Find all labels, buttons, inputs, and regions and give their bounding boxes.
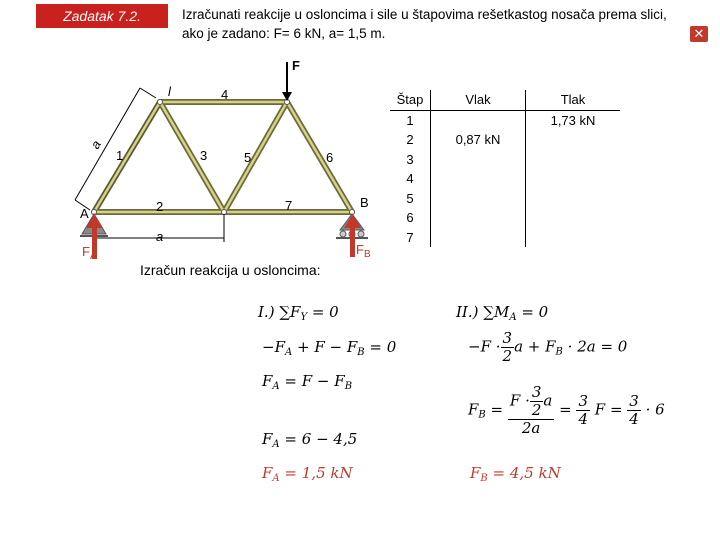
equation-moment-expanded: −F · $\frac{3}{2}$ $a + F_B \cdot 2a = 0$ (468, 329, 628, 365)
task-statement-line-2: ako je zadano: F= 6 kN, a= 1,5 m. (182, 26, 386, 41)
dimension-label-slant: a (87, 137, 104, 152)
table-cell-vlak (431, 150, 526, 170)
truss-members (94, 102, 352, 212)
reaction-A-label: $F_A$ (82, 244, 97, 262)
table-cell-stap: 1 (390, 110, 431, 130)
table-row (390, 169, 620, 189)
equation-fy-expanded: $-F_A + F - F_B = 0$ (262, 338, 397, 358)
table-cell-tlak (526, 208, 621, 228)
table-header-vlak: Vlak (431, 90, 526, 110)
table-cell-stap: 3 (390, 150, 431, 170)
task-statement-line-1: Izračunati reakcije u osloncima i sile u štapovima rešetkastog nosača prema slici, (182, 7, 667, 22)
table-row (390, 110, 620, 130)
table-row (390, 130, 620, 150)
support-A-label: A (80, 206, 89, 221)
member-force-table (390, 90, 620, 247)
reactions-subtitle: Izračun reakcija u osloncima: (140, 262, 321, 278)
table-cell-stap: 4 (390, 169, 431, 189)
table-cell-vlak (431, 169, 526, 189)
table-cell-stap: 2 (390, 130, 431, 150)
equation-sum-ma: II.) $\sum M_A = 0$ (456, 303, 549, 323)
member-label-1: 1 (116, 148, 124, 163)
support-B-label: B (360, 195, 369, 210)
equation-fb-symbolic: $F_B$ = F · $\frac{3}{2}$ a 2a = $\frac{3}{4}$ F = $\frac{3}{4}$ · 6 (468, 383, 665, 437)
member-label-6: 6 (326, 150, 334, 165)
result-fa: $F_A = 1,5$ kN (262, 464, 353, 484)
table-cell-vlak (431, 189, 526, 209)
table-row (390, 208, 620, 228)
table-cell-vlak (431, 228, 526, 248)
table-cell-tlak (526, 189, 621, 209)
table-cell-tlak: 1,73 kN (550, 112, 596, 128)
table-row (390, 228, 620, 248)
member-label-2: 2 (156, 199, 164, 214)
table-row (390, 150, 620, 170)
table-cell-stap: 5 (390, 189, 431, 209)
table-cell-vlak (431, 208, 526, 228)
table-cell-vlak: 0,87 kN (431, 130, 526, 150)
member-label-3: 3 (200, 148, 208, 163)
table-cell-stap: 6 (390, 208, 431, 228)
table-cell-vlak (431, 110, 526, 130)
table-cell-tlak (526, 130, 621, 150)
result-fb: $F_B = 4,5$ kN (470, 464, 561, 484)
equation-sum-fy: I.) $\sum F_Y = 0$ (258, 303, 339, 323)
member-label-5: 5 (244, 150, 252, 165)
reaction-B-label: $F_B$ (356, 242, 371, 260)
length-label-l: l (168, 84, 171, 99)
force-label: F (292, 58, 300, 73)
equation-fa-symbolic: $F_A = F - F_B$ (262, 372, 353, 392)
table-cell-tlak (526, 169, 621, 189)
member-label-4: 4 (221, 87, 229, 102)
table-cell-tlak (526, 228, 621, 248)
member-label-7: 7 (285, 198, 293, 213)
table-cell-stap: 7 (390, 228, 431, 248)
task-badge: Zadatak 7.2. (36, 4, 168, 28)
applied-force-arrow (282, 62, 292, 101)
table-header-tlak: Tlak (526, 90, 621, 110)
close-icon[interactable]: ✕ (690, 26, 708, 42)
dimension-label-bottom: a (156, 229, 164, 244)
equation-fa-numeric: $F_A = 6 - 4,5$ (262, 430, 358, 450)
table-header-stap: Štap (390, 90, 431, 110)
table-cell-tlak (526, 150, 621, 170)
table-row (390, 189, 620, 209)
